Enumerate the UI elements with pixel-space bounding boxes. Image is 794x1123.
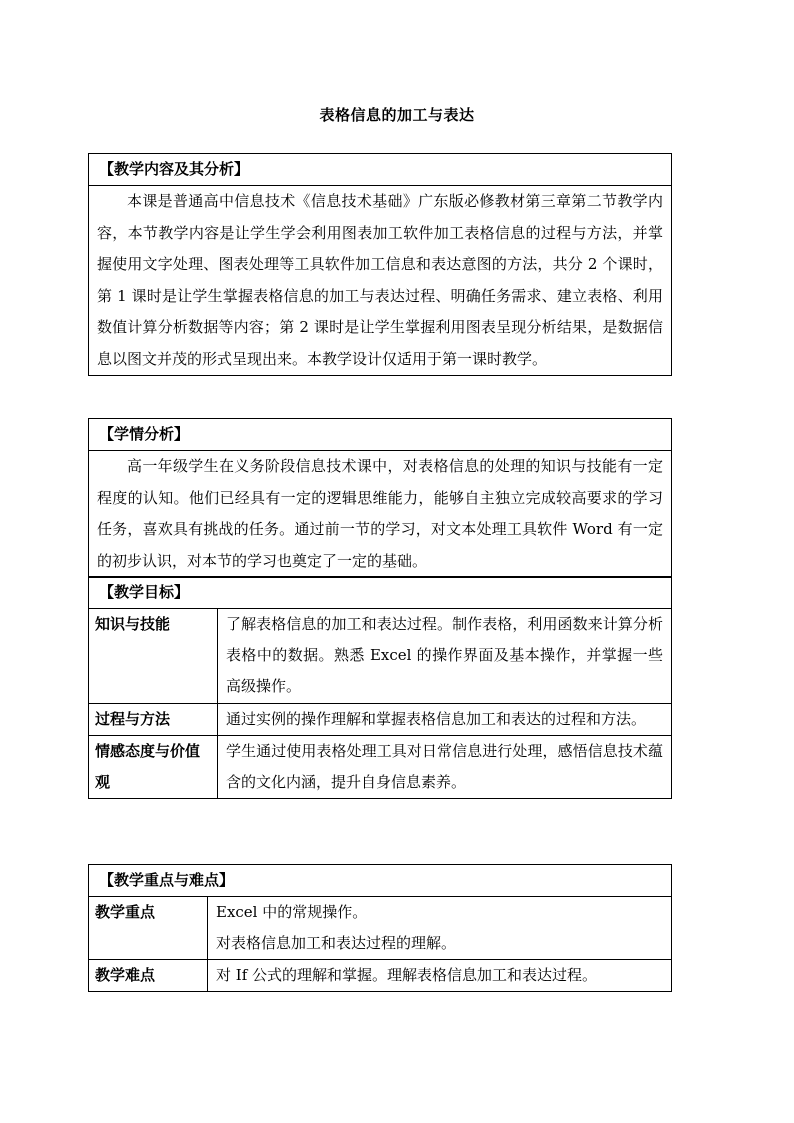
focus-label: 教学重点 [89,897,208,960]
focus-line-1: Excel 中的常规操作。 [216,903,368,921]
objective-label-knowledge: 知识与技能 [89,609,218,704]
student-analysis-header: 【学情分析】 [89,419,672,451]
objective-value-process: 通过实例的操作理解和掌握表格信息加工和表达的过程和方法。 [218,704,672,736]
objective-value-attitude: 学生通过使用表格处理工具对日常信息进行处理，感悟信息技术蕴含的文化内涵，提升自身信息素养。 [218,736,672,799]
key-points-header: 【教学重点与难点】 [89,865,672,897]
difficulty-value: 对 If 公式的理解和掌握。理解表格信息加工和表达过程。 [208,960,672,992]
key-points-table [88,864,672,992]
objective-label-attitude: 情感态度与价值观 [89,736,218,799]
objectives-table [88,576,672,799]
content-analysis-header: 【教学内容及其分析】 [89,154,672,186]
content-analysis-table [88,153,672,376]
objectives-header: 【教学目标】 [89,577,672,609]
objective-label-process: 过程与方法 [89,704,218,736]
objective-value-knowledge: 了解表格信息的加工和表达过程。制作表格，利用函数来计算分析表格中的数据。熟悉 Excel 的操作界面及基本操作，并掌握一些高级操作。 [218,609,672,704]
student-analysis-table [88,418,672,578]
content-analysis-text: 本课是普通高中信息技术《信息技术基础》广东版必修教材第三章第二节教学内容，本节教学内容是让学生学会利用图表加工软件加工表格信息的过程与方法，并掌握使用文字处理、图表处理等工具软件加工信息和表达意图的方法，共分 2 个课时，第 1 课时是让学生掌握表格信息的加工与表达过程、明确任务需求、建立表格、利用数值计算分析数据等内容；第 2 课时是让学生掌握利用图表呈现分析结果，是数据信息以图文并茂的形式呈现出来。本教学设计仅适用于第一课时教学。 [89,186,672,376]
focus-value [208,897,672,960]
student-analysis-text: 高一年级学生在义务阶段信息技术课中，对表格信息的处理的知识与技能有一定程度的认知。他们已经具有一定的逻辑思维能力，能够自主独立完成较高要求的学习任务，喜欢具有挑战的任务。通过前一节的学习，对文本处理工具软件 Word 有一定的初步认识，对本节的学习也奠定了一定的基础。 [89,451,672,578]
difficulty-label: 教学难点 [89,960,208,992]
document-title: 表格信息的加工与表达 [319,106,475,124]
focus-line-2: 对表格信息加工和表达过程的理解。 [216,934,457,952]
